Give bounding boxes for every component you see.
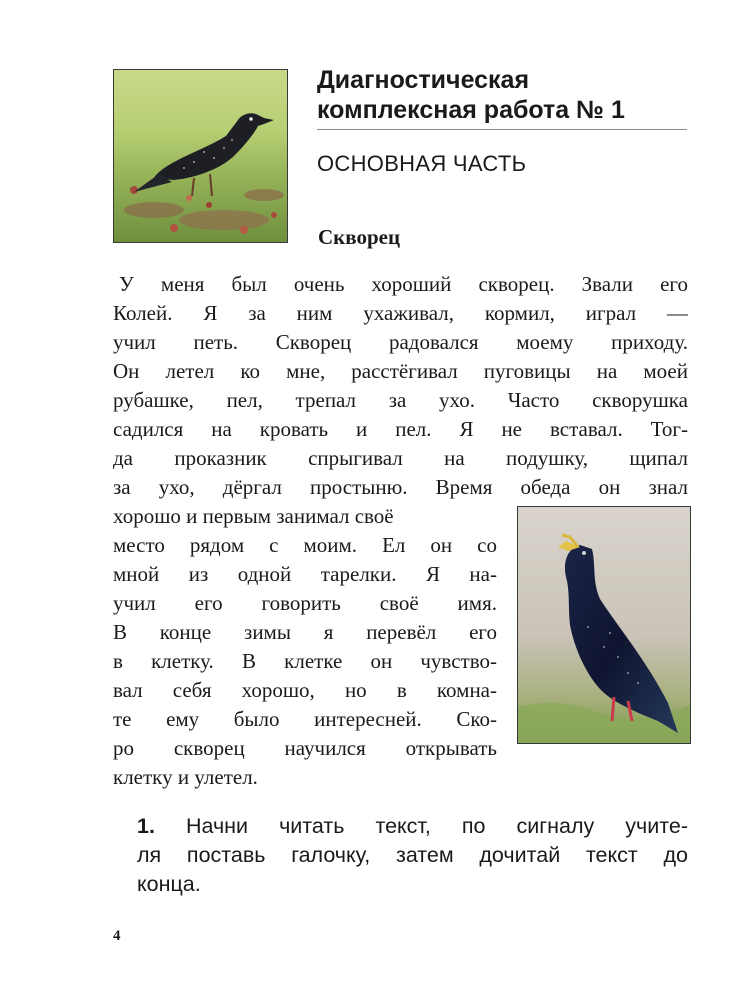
story-text bbox=[113, 270, 688, 502]
story-line: мной из одной тарелки. Я на- bbox=[113, 562, 497, 586]
task-line-2: ля поставь галочку, затем дочитай текст до bbox=[137, 843, 688, 867]
task-number: 1. bbox=[137, 814, 155, 838]
story-line: садился на кровать и пел. Я не вставал. Тог- bbox=[113, 417, 688, 441]
story-line: в клетку. В клетке он чувство- bbox=[113, 649, 497, 673]
story-line: за ухо, дёргал простыню. Время обеда он знал bbox=[113, 475, 688, 499]
story-line: хорошо и первым занимал своё bbox=[113, 504, 394, 528]
story-line: У меня был очень хороший скворец. Звали его bbox=[119, 272, 688, 296]
story-title: Скворец bbox=[318, 225, 401, 249]
starling-photo-top bbox=[113, 69, 288, 243]
story-line: место рядом с моим. Ел он со bbox=[113, 533, 497, 557]
story-line: да проказник спрыгивал на подушку, щипал bbox=[113, 446, 688, 470]
story-line: учил его говорить своё имя. bbox=[113, 591, 497, 615]
story-line: те ему было интересней. Ско- bbox=[113, 707, 497, 731]
story-line: рубашке, пел, трепал за ухо. Часто скворушка bbox=[113, 388, 688, 412]
title-divider bbox=[317, 129, 687, 130]
story-line: Он летел ко мне, расстёгивал пуговицы на моей bbox=[113, 359, 688, 383]
story-line: ро скворец научился открывать bbox=[113, 736, 497, 760]
work-title-line-2: комплексная работа № 1 bbox=[317, 96, 625, 124]
work-title bbox=[317, 65, 625, 125]
work-title-line-1: Диагностическая bbox=[317, 66, 530, 94]
section-heading: ОСНОВНАЯ ЧАСТЬ bbox=[317, 151, 527, 176]
story-line: клетку и улетел. bbox=[113, 765, 258, 789]
story-line: учил петь. Скворец радовался моему приходу. bbox=[113, 330, 688, 354]
page-number: 4 bbox=[113, 928, 121, 944]
story-line: вал себя хорошо, но в комна- bbox=[113, 678, 497, 702]
story-text-column bbox=[113, 502, 497, 792]
story-line: Колей. Я за ним ухаживал, кормил, играл — bbox=[113, 301, 688, 325]
task-line-1 bbox=[137, 812, 688, 841]
task-line-text: Начни читать текст, по сигналу учите- bbox=[185, 814, 688, 838]
task-line-3: конца. bbox=[137, 872, 201, 896]
task-block bbox=[137, 812, 688, 899]
starling-photo-side bbox=[517, 506, 691, 744]
story-line: В конце зимы я перевёл его bbox=[113, 620, 497, 644]
